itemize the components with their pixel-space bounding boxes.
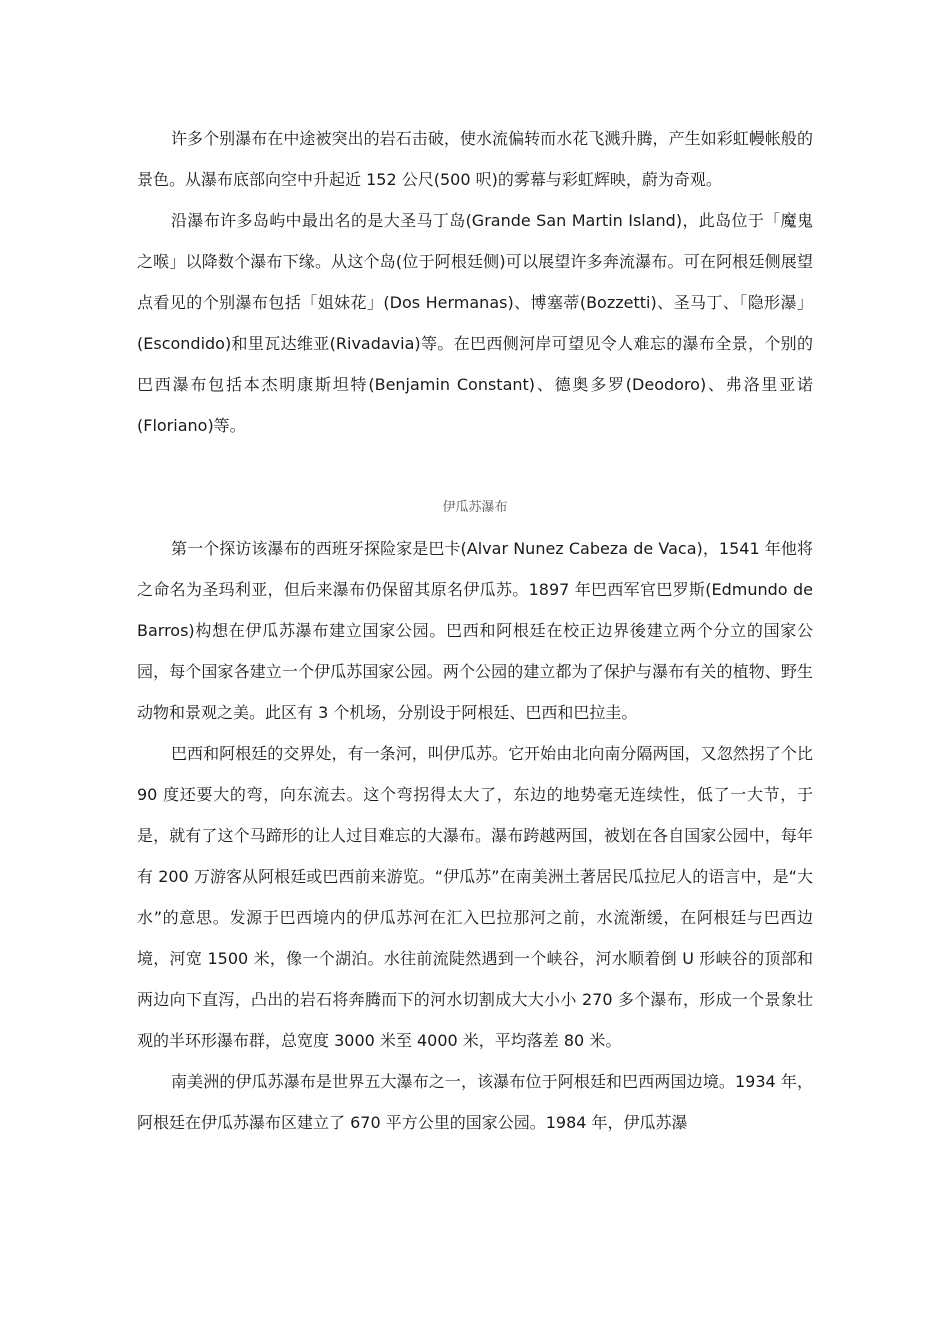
paragraph-river-geography: 巴西和阿根廷的交界处，有一条河，叫伊瓜苏。它开始由北向南分隔两国，又忽然拐了个比 90 度还要大的弯，向东流去。这个弯拐得太大了，东边的地势毫无连续性，低了一大节，于是，就有了这个马蹄形的让人过目难忘的大瀑布。瀑布跨越两国，被划在各自国家公园中，每年有 200 万游客从阿根廷或巴西前来游览。“伊瓜苏”在南美洲土著居民瓜拉尼人的语言中，是“大水”的意思。发源于巴西境内的伊瓜苏河在汇入巴拉那河之前，水流渐缓，在阿根廷与巴西边境，河宽 1500 米，像一个湖泊。水往前流陡然遇到一个峡谷，河水顺着倒 U 形峡谷的顶部和两边向下直泻，凸出的岩石将奔腾而下的河水切割成大大小小 270 多个瀑布，形成一个景象壮观的半环形瀑布群，总宽度 3000 米至 4000 米，平均落差 80 米。 [137,744,813,1050]
paragraph-national-park: 南美洲的伊瓜苏瀑布是世界五大瀑布之一，该瀑布位于阿根廷和巴西两国边境。1934 年，阿根廷在伊瓜苏瀑布区建立了 670 平方公里的国家公园。1984 年，伊瓜苏瀑 [137,1072,813,1132]
paragraph-islands-and-falls: 沿瀑布许多岛屿中最出名的是大圣马丁岛(Grande San Martin Island)，此岛位于「魔鬼之喉」以降数个瀑布下缘。从这个岛(位于阿根廷侧)可以展望许多奔流瀑布。可在阿根廷侧展望点看见的个别瀑布包括「姐妹花」(Dos Hermanas)、博塞蒂(Bozzetti)、圣马丁、「隐形瀑」(Escondido)和里瓦达维亚(Rivadavia)等。在巴西侧河岸可望见令人难忘的瀑布全景，个别的巴西瀑布包括本杰明康斯坦特(Benjamin Constant)、德奥多罗(Deodoro)、弗洛里亚诺(Floriano)等。 [137,211,813,435]
paragraph-history: 第一个探访该瀑布的西班牙探险家是巴卡(Alvar Nunez Cabeza de Vaca)，1541 年他将之命名为圣玛利亚，但后来瀑布仍保留其原名伊瓜苏。1897 年巴西军官巴罗斯(Edmundo de Barros)构想在伊瓜苏瀑布建立国家公园。巴西和阿根廷在校正边界後建立两个分立的国家公园，每个国家各建立一个伊瓜苏国家公园。两个公园的建立都为了保护与瀑布有关的植物、野生动物和景观之美。此区有 3 个机场，分别设于阿根廷、巴西和巴拉圭。 [137,539,813,722]
image-caption: 伊瓜苏瀑布 [442,500,508,515]
paragraph-waterfall-spray: 许多个别瀑布在中途被突出的岩石击破，使水流偏转而水花飞溅升腾，产生如彩虹幔帐般的景色。从瀑布底部向空中升起近 152 公尺(500 呎)的雾幕与彩虹辉映，蔚为奇观。 [137,129,813,189]
document-body [137,118,813,1143]
